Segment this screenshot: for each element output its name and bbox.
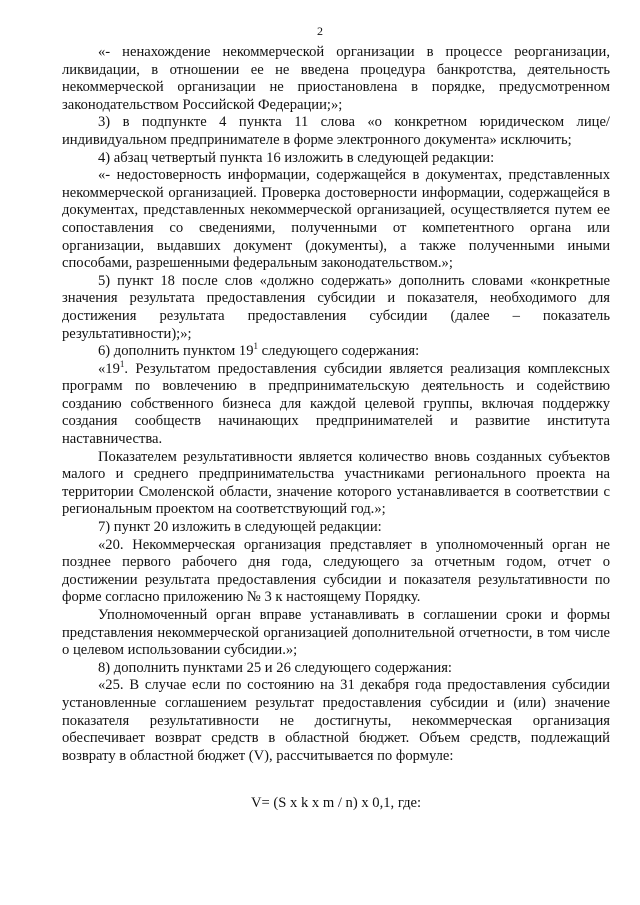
superscript: 1 (119, 358, 125, 369)
formula: V= (S x k x m / n) x 0,1, где: (250, 795, 422, 812)
superscript: 1 (253, 341, 259, 352)
document-body (62, 44, 610, 813)
paragraph (62, 343, 610, 361)
text-span: следующего содержания: (258, 343, 420, 360)
paragraph (62, 358, 610, 449)
paragraph: 5) пункт 18 после слов «должно содержать» дополнить словами «конкретные значения результата предоставления субсидии и показателя, необходимого для достижения результата предоставления субсидии (далее – показатель результативности);»; (62, 272, 610, 342)
paragraph: «- недостоверность информации, содержащейся в документах, представленных некоммерческой организацией. Проверка достоверности информации, содержащейся в документах, представленных некоммерческой организацией, осуществляется путем ее сопоставления со сведениями, полученными от компетентного органа или организации, выдавших документ (документы), а также полученными иными способами, разрешенными федеральным законодательством.»; (62, 167, 610, 272)
text-span: . Результатом предоставления субсидии является реализация комплексных программ по вовлечению в предпринимательскую деятельность и содействию созданию собственного бизнеса для каждой целевой группы, включая поддержку создания сообществ начинающих предпринимателей и развитие института наставничества. (62, 360, 610, 448)
paragraph: 3) в подпункте 4 пункта 11 слова «о конкретном юридическом лице/индивидуальном предпринимателе в форме электронного документа» исключить; (62, 114, 610, 148)
text-span: 6) дополнить пунктом 19 (98, 343, 254, 360)
paragraph: 7) пункт 20 изложить в следующей редакции: (98, 519, 382, 536)
page-number: 2 (317, 24, 323, 38)
paragraph: Показателем результативности является количество вновь созданных субъектов малого и среднего предпринимательства участниками регионального проекта на территории Смоленской области, значение которого устанавливается в соответствии с региональным проектом на соответствующий год.»; (62, 448, 610, 518)
text-span: «19 (98, 360, 120, 377)
paragraph: «- ненахождение некоммерческой организации в процессе реорганизации, ликвидации, в отношении ее не введена процедура банкротства, деятельность некоммерческой организации не приостановлена в порядке, предусмотренном законодательством Российской Федерации;»; (62, 44, 610, 113)
paragraph: «20. Некоммерческая организация представляет в уполномоченный орган не позднее первого рабочего дня года, следующего за отчетным годом, отчет о достижении результата предоставления субсидии и показателя результативности по форме согласно приложению № 3 к настоящему Порядку. (62, 536, 610, 606)
paragraph: 4) абзац четвертый пункта 16 изложить в следующей редакции: (98, 149, 495, 166)
paragraph: Уполномоченный орган вправе устанавливать в соглашении сроки и формы представления некоммерческой организацией дополнительной отчетности, в том числе о целевом использовании субсидии.»; (62, 607, 610, 659)
paragraph: 8) дополнить пунктами 25 и 26 следующего содержания: (98, 659, 452, 676)
paragraph: «25. В случае если по состоянию на 31 декабря года предоставления субсидии установленные соглашением результат предоставления субсидии и (или) значение показателя результативности не достигнуты, некоммерческая организация обеспечивает возврат средств в областной бюджет. Объем средств, подлежащий возврату в областной бюджет (V), рассчитывается по формуле: (62, 677, 610, 764)
